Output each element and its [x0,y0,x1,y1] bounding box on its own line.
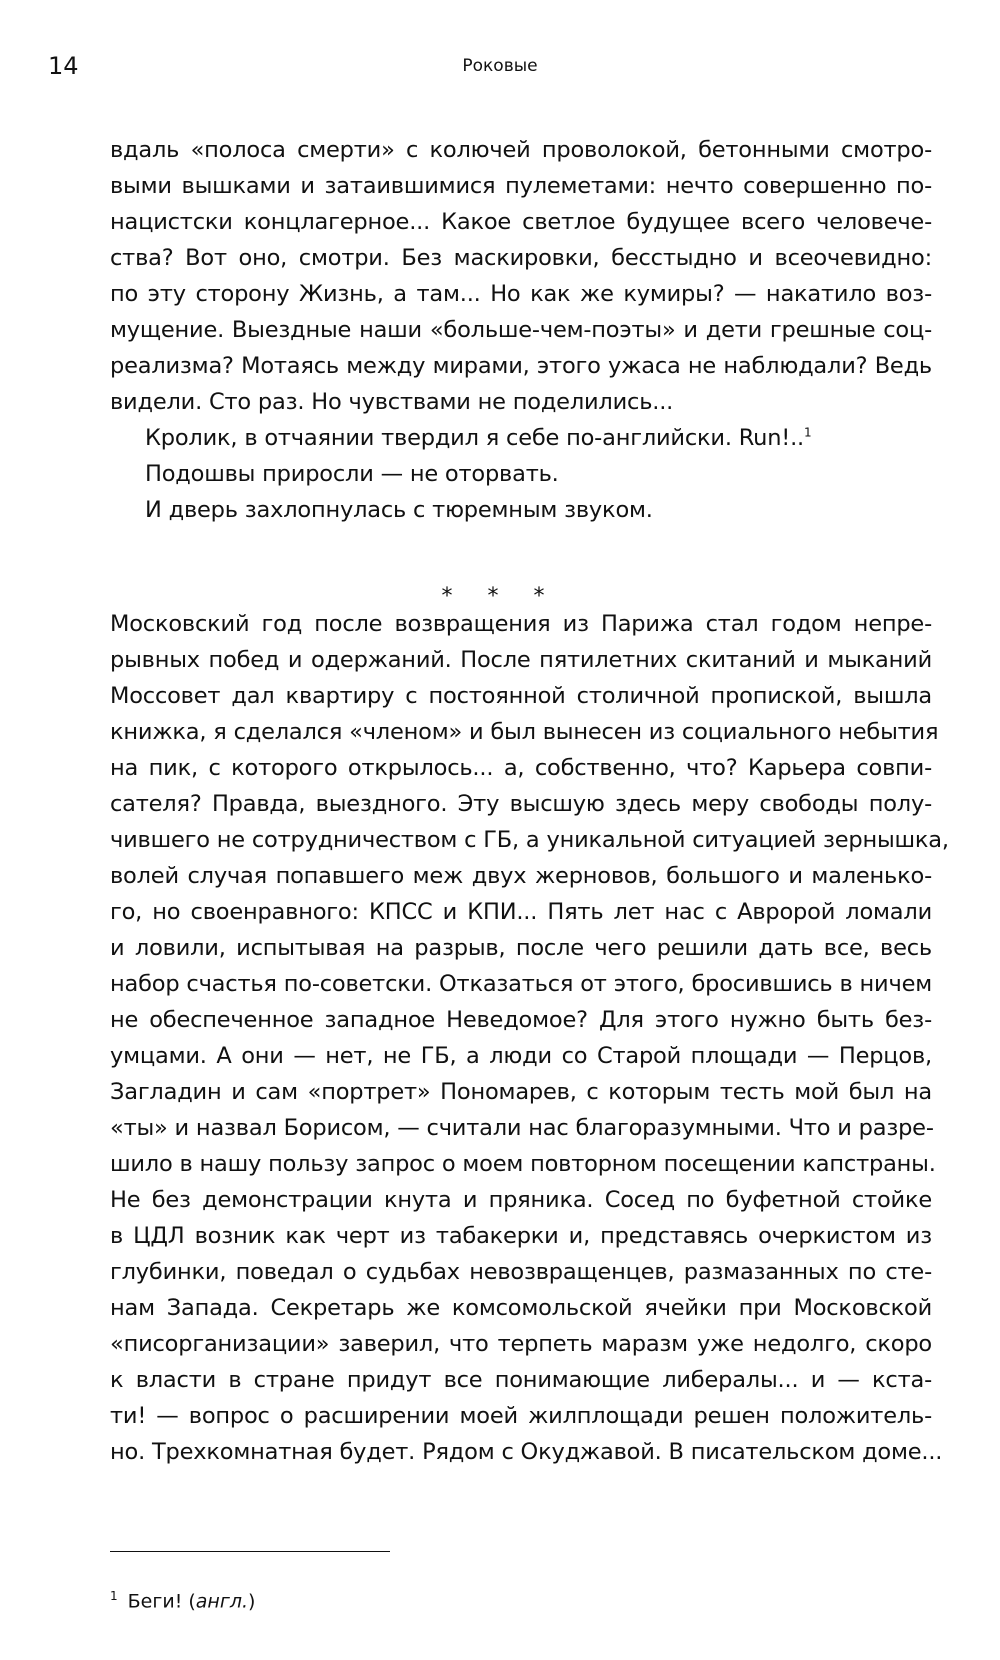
section-1 [110,132,932,528]
footnote-text: Беги! ( [127,1590,196,1613]
text-line: но. Трехкомнатная будет. Рядом с Окуджавой. В писательском доме... [110,1439,943,1465]
footnote-lang: англ. [195,1590,248,1613]
page-number: 14 [48,52,79,80]
running-title: Роковые [462,56,538,76]
text-line: Московский год после возвращения из Парижа стал годом непре- [110,611,932,637]
text-line: «писорганизации» заверил, что терпеть маразм уже недолго, скоро [110,1331,932,1357]
footnote-ref: 1 [804,425,812,440]
text-line: чившего не сотрудничеством с ГБ, а уникальной ситуацией зернышка, [110,827,949,853]
text-line: набор счастья по-советски. Отказаться от этого, бросившись в ничем [110,971,932,997]
text-line: Моссовет дал квартиру с постоянной столичной пропиской, вышла [110,683,932,709]
section-separator: * * * [441,584,559,609]
text-line: видели. Сто раз. Но чувствами не поделились... [110,389,674,415]
text-line-door: И дверь захлопнулась с тюремным звуком. [145,497,653,523]
text-line: выми вышками и затаившимися пулеметами: нечто совершенно по- [110,173,932,199]
text-line-soles: Подошвы приросли — не оторвать. [145,461,559,487]
footnote-rule [110,1551,390,1552]
text-line: в ЦДЛ возник как черт из табакерки и, представясь очеркистом из [110,1223,932,1249]
section-2 [110,606,949,1470]
text-line: сателя? Правда, выездного. Эту высшую здесь меру свободы полу- [110,791,932,817]
text-line: Не без демонстрации кнута и пряника. Сосед по буфетной стойке [110,1187,932,1213]
text-line: «ты» и назвал Борисом, — считали нас благоразумными. Что и разре- [110,1115,934,1141]
text-line: к власти в стране придут все понимающие либералы... и — кста- [110,1367,932,1393]
text-line: вдаль «полоса смерти» с колючей проволокой, бетонными смотро- [110,137,932,163]
text-line-rabbit [110,420,932,456]
text-line: по эту сторону Жизнь, а там... Но как же кумиры? — накатило воз- [110,281,932,307]
text-line: ства? Вот оно, смотри. Без маскировки, бесстыдно и всеочевидно: [110,245,932,271]
text-line: книжка, я сделался «членом» и был вынесен из социального небытия [110,719,939,745]
text-line: шило в нашу пользу запрос о моем повторном посещении капстраны. [110,1151,936,1177]
text-line: на пик, с которого открылось... а, собственно, что? Карьера совпи- [110,755,932,781]
footnote-close: ) [248,1590,256,1613]
footnote [110,1584,255,1613]
text-line: нам Запада. Секретарь же комсомольской ячейки при Московской [110,1295,932,1321]
text-line: го, но своенравного: КПСС и КПИ... Пять лет нас с Авророй ломали [110,899,932,925]
text-line: умцами. А они — нет, не ГБ, а люди со Старой площади — Перцов, [110,1043,932,1069]
text-line: ти! — вопрос о расширении моей жилплощади решен положитель- [110,1403,932,1429]
rabbit-text: Кролик, в отчаянии твердил я себе по-английски. Run!.. [145,425,805,451]
text-line: волей случая попавшего меж двух жерновов, большого и маленько- [110,863,932,889]
footnote-number: 1 [110,1589,118,1603]
text-line: нацистски концлагерное... Какое светлое будущее всего человече- [110,209,932,235]
text-line: мущение. Выездные наши «больше-чем-поэты» и дети грешные соц- [110,317,932,343]
text-line: реализма? Мотаясь между мирами, этого ужаса не наблюдали? Ведь [110,353,932,379]
text-line: рывных побед и одержаний. После пятилетних скитаний и мыканий [110,647,932,673]
text-line: не обеспеченное западное Неведомое? Для этого нужно быть без- [110,1007,932,1033]
text-line: Загладин и сам «портрет» Пономарев, с которым тесть мой был на [110,1079,932,1105]
text-line: глубинки, поведал о судьбах невозвращенцев, размазанных по сте- [110,1259,932,1285]
text-line: и ловили, испытывая на разрыв, после чего решили дать все, весь [110,935,932,961]
